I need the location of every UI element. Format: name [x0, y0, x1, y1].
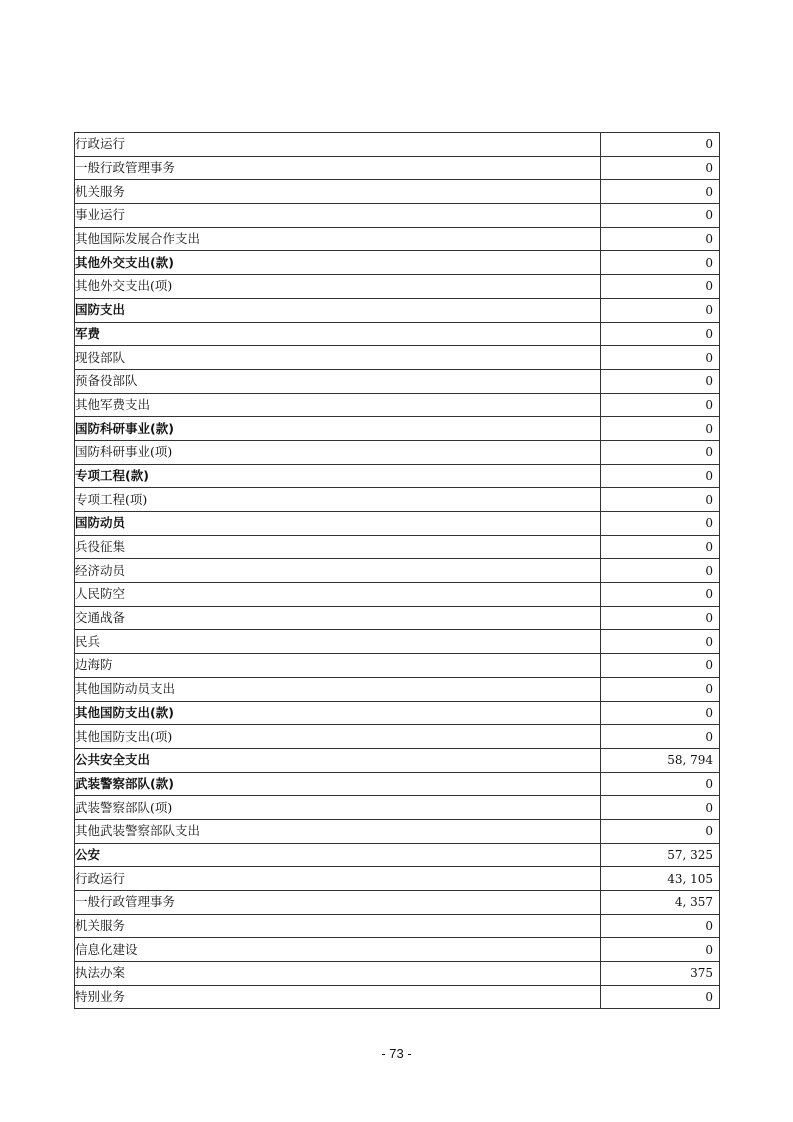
item-name-cell: 国防科研事业(款) — [75, 417, 601, 441]
item-value-cell: 0 — [601, 535, 720, 559]
item-name-cell: 专项工程(款) — [75, 464, 601, 488]
table-row — [75, 204, 720, 228]
item-value-cell: 0 — [601, 654, 720, 678]
table-row — [75, 583, 720, 607]
table-row — [75, 251, 720, 275]
item-name-cell: 其他外交支出(项) — [75, 275, 601, 299]
item-name-cell: 交通战备 — [75, 606, 601, 630]
table-row — [75, 677, 720, 701]
table-row — [75, 891, 720, 915]
item-name-cell: 信息化建设 — [75, 938, 601, 962]
item-value-cell: 0 — [601, 417, 720, 441]
item-name-cell: 其他国防支出(款) — [75, 701, 601, 725]
table-row — [75, 346, 720, 370]
item-value-cell: 58, 794 — [601, 748, 720, 772]
item-value-cell: 0 — [601, 204, 720, 228]
item-name-cell: 武装警察部队(项) — [75, 796, 601, 820]
item-name-cell: 兵役征集 — [75, 535, 601, 559]
table-row — [75, 180, 720, 204]
item-value-cell: 0 — [601, 796, 720, 820]
item-value-cell: 0 — [601, 559, 720, 583]
table-row — [75, 417, 720, 441]
item-value-cell: 0 — [601, 701, 720, 725]
item-name-cell: 人民防空 — [75, 583, 601, 607]
item-value-cell: 0 — [601, 322, 720, 346]
item-value-cell: 0 — [601, 606, 720, 630]
table-row — [75, 559, 720, 583]
item-name-cell: 国防动员 — [75, 512, 601, 536]
item-value-cell: 0 — [601, 227, 720, 251]
table-row — [75, 796, 720, 820]
table-row — [75, 440, 720, 464]
table-row — [75, 654, 720, 678]
table-row — [75, 914, 720, 938]
item-value-cell: 43, 105 — [601, 867, 720, 891]
table-row — [75, 393, 720, 417]
item-value-cell: 0 — [601, 630, 720, 654]
table-row — [75, 938, 720, 962]
table-row — [75, 488, 720, 512]
item-value-cell: 0 — [601, 772, 720, 796]
item-name-cell: 事业运行 — [75, 204, 601, 228]
table-row — [75, 843, 720, 867]
table-row — [75, 298, 720, 322]
item-value-cell: 0 — [601, 512, 720, 536]
table-row — [75, 512, 720, 536]
item-value-cell: 0 — [601, 938, 720, 962]
item-name-cell: 机关服务 — [75, 180, 601, 204]
item-value-cell: 0 — [601, 725, 720, 749]
item-name-cell: 公安 — [75, 843, 601, 867]
table-row — [75, 630, 720, 654]
item-name-cell: 机关服务 — [75, 914, 601, 938]
table-row — [75, 725, 720, 749]
item-value-cell: 0 — [601, 251, 720, 275]
item-name-cell: 其他外交支出(款) — [75, 251, 601, 275]
item-value-cell: 0 — [601, 156, 720, 180]
item-name-cell: 国防科研事业(项) — [75, 440, 601, 464]
item-value-cell: 0 — [601, 369, 720, 393]
item-value-cell: 4, 357 — [601, 891, 720, 915]
item-name-cell: 其他国防支出(项) — [75, 725, 601, 749]
table-row — [75, 322, 720, 346]
item-value-cell: 0 — [601, 275, 720, 299]
item-name-cell: 执法办案 — [75, 962, 601, 986]
table-row — [75, 275, 720, 299]
item-name-cell: 特别业务 — [75, 985, 601, 1009]
table-row — [75, 156, 720, 180]
item-value-cell: 0 — [601, 133, 720, 157]
table-body — [75, 133, 720, 1009]
item-name-cell: 公共安全支出 — [75, 748, 601, 772]
table-row — [75, 772, 720, 796]
table-row — [75, 748, 720, 772]
table-row — [75, 867, 720, 891]
table-row — [75, 985, 720, 1009]
item-value-cell: 0 — [601, 180, 720, 204]
item-name-cell: 行政运行 — [75, 867, 601, 891]
item-name-cell: 现役部队 — [75, 346, 601, 370]
table-row — [75, 464, 720, 488]
item-value-cell: 0 — [601, 440, 720, 464]
table-row — [75, 133, 720, 157]
item-name-cell: 其他武装警察部队支出 — [75, 819, 601, 843]
item-name-cell: 一般行政管理事务 — [75, 156, 601, 180]
item-value-cell: 0 — [601, 914, 720, 938]
item-value-cell: 57, 325 — [601, 843, 720, 867]
item-value-cell: 0 — [601, 583, 720, 607]
item-name-cell: 其他军费支出 — [75, 393, 601, 417]
table-row — [75, 535, 720, 559]
item-name-cell: 一般行政管理事务 — [75, 891, 601, 915]
table-row — [75, 369, 720, 393]
item-value-cell: 0 — [601, 393, 720, 417]
item-name-cell: 民兵 — [75, 630, 601, 654]
item-name-cell: 边海防 — [75, 654, 601, 678]
item-value-cell: 375 — [601, 962, 720, 986]
item-name-cell: 武装警察部队(款) — [75, 772, 601, 796]
item-name-cell: 预备役部队 — [75, 369, 601, 393]
page-number: - 73 - — [381, 1046, 412, 1061]
table-row — [75, 819, 720, 843]
table-row — [75, 701, 720, 725]
item-name-cell: 经济动员 — [75, 559, 601, 583]
table-row — [75, 227, 720, 251]
item-value-cell: 0 — [601, 985, 720, 1009]
item-value-cell: 0 — [601, 677, 720, 701]
item-name-cell: 军费 — [75, 322, 601, 346]
item-name-cell: 专项工程(项) — [75, 488, 601, 512]
item-name-cell: 行政运行 — [75, 133, 601, 157]
item-name-cell: 其他国际发展合作支出 — [75, 227, 601, 251]
item-name-cell: 其他国防动员支出 — [75, 677, 601, 701]
item-value-cell: 0 — [601, 488, 720, 512]
budget-table — [74, 132, 720, 1009]
item-value-cell: 0 — [601, 819, 720, 843]
table-row — [75, 606, 720, 630]
table-row — [75, 962, 720, 986]
item-value-cell: 0 — [601, 346, 720, 370]
item-value-cell: 0 — [601, 298, 720, 322]
item-name-cell: 国防支出 — [75, 298, 601, 322]
item-value-cell: 0 — [601, 464, 720, 488]
